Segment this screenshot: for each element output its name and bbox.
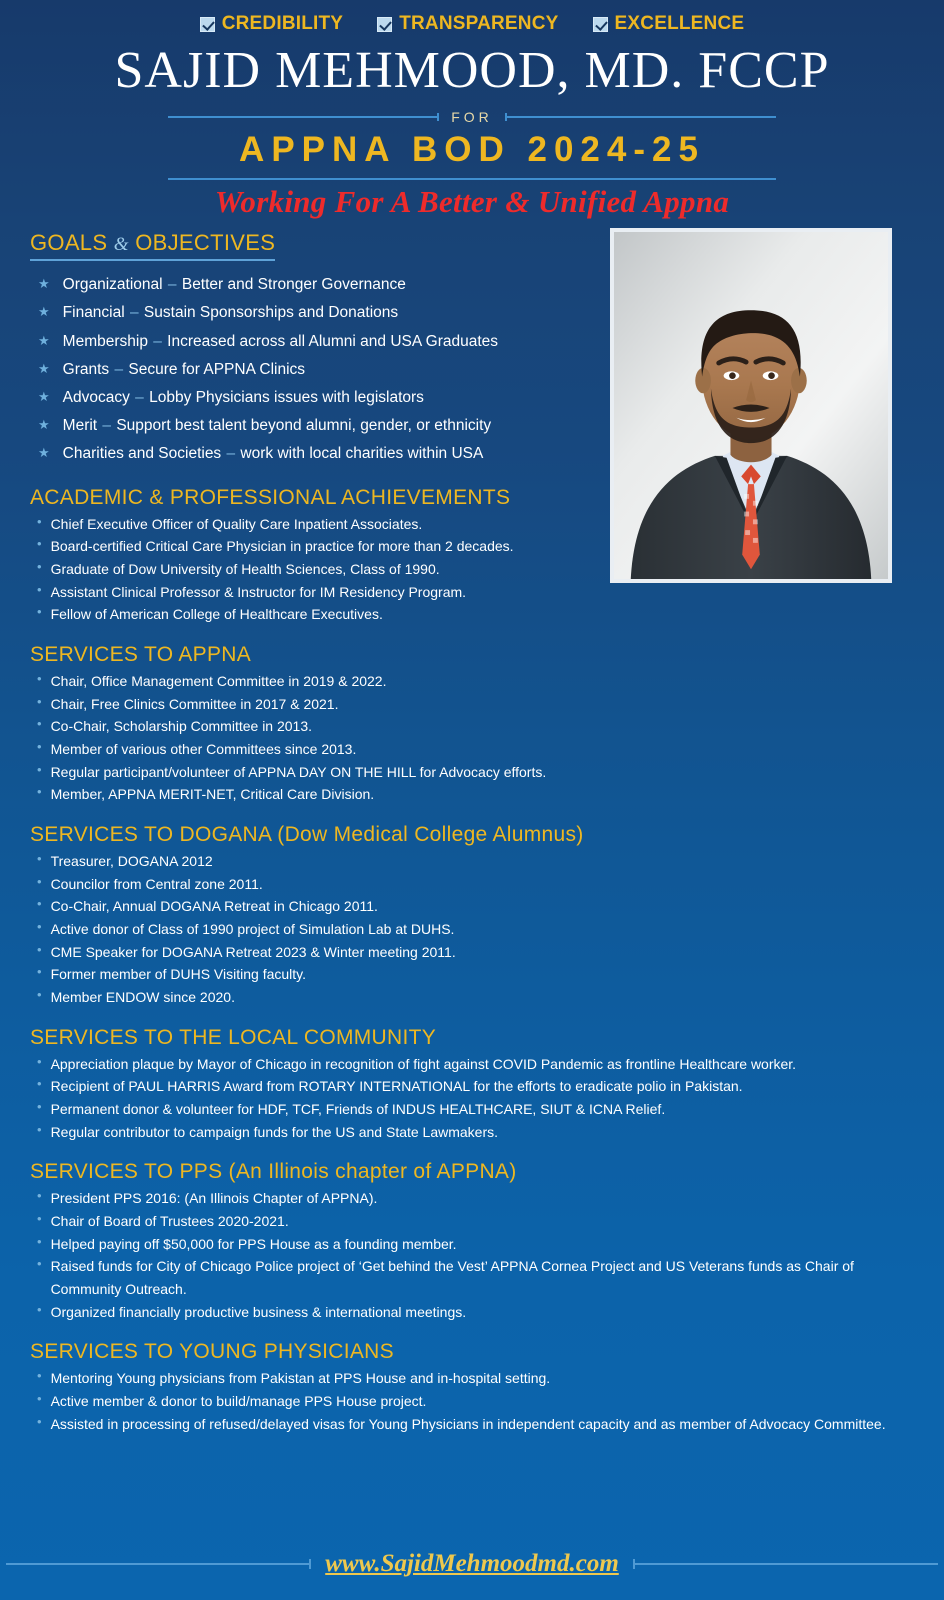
list-item-text: Appreciation plaque by Mayor of Chicago in recognition of fight against COVID Pandemic as frontline Healthcare worker.	[50, 1055, 797, 1072]
goal-description: Support best talent beyond alumni, gender, or ethnicity	[112, 417, 492, 435]
bullet-icon: •	[37, 1233, 42, 1249]
for-label: FOR	[451, 109, 493, 126]
list-item	[30, 1233, 922, 1256]
pillar-credibility	[200, 13, 343, 35]
list-item	[30, 1390, 922, 1413]
section-list	[30, 850, 922, 1009]
goals-title-part2: OBJECTIVES	[135, 230, 276, 256]
goal-text	[63, 328, 498, 356]
goal-dash: –	[135, 388, 144, 406]
footer-divider-left	[6, 1563, 311, 1565]
list-item-text: Raised funds for City of Chicago Police project of ‘Get behind the Vest’ APPNA Cornea Project and US Veterans funds as Chair of Community Outreach.	[50, 1258, 854, 1298]
bullet-icon: •	[37, 1076, 42, 1092]
goal-text	[63, 412, 492, 440]
bullet-icon: •	[37, 1188, 42, 1204]
content-section	[30, 1160, 922, 1323]
goal-dash: –	[130, 304, 139, 322]
goal-text	[63, 299, 398, 327]
section-list	[30, 1053, 922, 1144]
list-item-text: Active member & donor to build/manage PPS House project.	[50, 1393, 427, 1410]
list-item	[30, 1187, 922, 1210]
section-heading: SERVICES TO DOGANA (Dow Medical College Alumnus)	[30, 822, 584, 846]
goal-key: Advocacy	[62, 388, 135, 406]
checkmark-icon	[200, 17, 215, 32]
bullet-icon: •	[37, 513, 42, 529]
bullet-icon: •	[37, 604, 42, 620]
footer	[0, 1550, 944, 1578]
list-item-text: Chair of Board of Trustees 2020-2021.	[50, 1213, 289, 1230]
list-item-text: Co-Chair, Annual DOGANA Retreat in Chicago 2011.	[50, 898, 378, 915]
list-item	[30, 738, 922, 761]
bullet-icon: •	[37, 896, 42, 912]
list-item	[30, 918, 922, 941]
bullet-icon: •	[37, 581, 42, 597]
list-item-text: Former member of DUHS Visiting faculty.	[50, 966, 307, 983]
goal-text	[63, 384, 424, 412]
list-item	[30, 670, 922, 693]
section-list	[30, 1367, 922, 1435]
list-item	[30, 581, 922, 604]
list-item	[30, 1098, 922, 1121]
list-item-text: Councilor from Central zone 2011.	[50, 875, 263, 892]
list-item	[30, 693, 922, 716]
list-item	[30, 1053, 922, 1076]
pillar-transparency	[377, 13, 558, 35]
list-item-text: Chair, Office Management Committee in 2019 & 2022.	[50, 672, 387, 689]
list-item	[30, 1075, 922, 1098]
goal-key: Charities and Societies	[62, 445, 226, 463]
list-item	[30, 715, 922, 738]
list-item	[30, 1301, 922, 1324]
goal-key: Membership	[62, 332, 153, 350]
goal-dash: –	[226, 445, 236, 463]
star-icon: ★	[38, 360, 50, 376]
section-heading: SERVICES TO THE LOCAL COMMUNITY	[30, 1025, 437, 1049]
goal-description: work with local charities within USA	[236, 445, 484, 463]
bullet-icon: •	[37, 941, 42, 957]
content-section	[30, 823, 922, 1009]
pillar-label: TRANSPARENCY	[399, 13, 559, 34]
bullet-icon: •	[37, 1256, 42, 1272]
bullet-icon: •	[37, 716, 42, 732]
list-item-text: Treasurer, DOGANA 2012	[50, 852, 213, 869]
goal-description: Better and Stronger Governance	[177, 276, 406, 294]
goals-heading	[30, 230, 275, 261]
star-icon: ★	[38, 388, 50, 404]
section-list	[30, 1187, 922, 1323]
list-item-text: Regular participant/volunteer of APPNA DAY ON THE HILL for Advocacy efforts.	[50, 763, 547, 780]
bullet-icon: •	[37, 784, 42, 800]
goal-description: Lobby Physicians issues with legislators	[144, 388, 424, 406]
list-item-text: Member, APPNA MERIT-NET, Critical Care Division.	[50, 786, 375, 803]
section-heading: SERVICES TO APPNA	[30, 642, 252, 666]
bullet-icon: •	[37, 693, 42, 709]
list-item-text: President PPS 2016: (An Illinois Chapter of APPNA).	[50, 1190, 378, 1207]
content-section	[30, 1340, 922, 1435]
list-item	[30, 1255, 922, 1300]
header-divider	[168, 178, 776, 180]
list-item-text: Helped paying off $50,000 for PPS House as a founding member.	[50, 1235, 457, 1252]
section-heading: SERVICES TO YOUNG PHYSICIANS	[30, 1340, 394, 1364]
bullet-icon: •	[37, 1099, 42, 1115]
bullet-icon: •	[37, 918, 42, 934]
bullet-icon: •	[37, 536, 42, 552]
candidate-photo	[610, 228, 892, 583]
content-section	[30, 643, 922, 806]
goals-title-part1: GOALS	[30, 230, 108, 256]
goal-description: Increased across all Alumni and USA Graduates	[162, 332, 499, 350]
list-item	[30, 1121, 922, 1144]
section-heading: SERVICES TO PPS (An Illinois chapter of APPNA)	[30, 1160, 517, 1184]
candidate-name: SAJID MEHMOOD, MD. FCCP	[114, 42, 830, 99]
list-item	[30, 1413, 922, 1436]
star-icon: ★	[38, 276, 50, 292]
bullet-icon: •	[37, 850, 42, 866]
list-item	[30, 761, 922, 784]
bullet-icon: •	[37, 1368, 42, 1384]
footer-divider-right	[633, 1563, 938, 1565]
bullet-icon: •	[37, 873, 42, 889]
list-item-text: Graduate of Dow University of Health Sciences, Class of 1990.	[50, 560, 440, 577]
goal-key: Financial	[62, 304, 129, 322]
bullet-icon: •	[37, 1301, 42, 1317]
list-item-text: Permanent donor & volunteer for HDF, TCF, Friends of INDUS HEALTHCARE, SIUT & ICNA Relief.	[50, 1101, 666, 1118]
goal-dash: –	[102, 417, 112, 435]
section-list	[30, 670, 922, 806]
list-item-text: Chief Executive Officer of Quality Care Inpatient Associates.	[50, 515, 423, 532]
star-icon: ★	[38, 332, 50, 348]
divider-line-left	[168, 116, 439, 118]
goal-description: Sustain Sponsorships and Donations	[139, 304, 399, 322]
list-item-text: Co-Chair, Scholarship Committee in 2013.	[50, 718, 313, 735]
list-item	[30, 603, 922, 626]
for-divider	[0, 109, 944, 125]
portrait-illustration	[614, 232, 888, 579]
list-item-text: Organized financially productive business & international meetings.	[50, 1303, 467, 1320]
bullet-icon: •	[37, 670, 42, 686]
list-item	[30, 1367, 922, 1390]
bullet-icon: •	[37, 964, 42, 980]
list-item	[30, 895, 922, 918]
bullet-icon: •	[37, 1121, 42, 1137]
list-item-text: Member of various other Committees since 2013.	[50, 740, 357, 757]
pillars-bar	[0, 0, 944, 35]
goal-text	[63, 440, 484, 468]
list-item-text: Fellow of American College of Healthcare Executives.	[50, 606, 383, 623]
bullet-icon: •	[37, 738, 42, 754]
section-heading: ACADEMIC & PROFESSIONAL ACHIEVEMENTS	[30, 485, 511, 509]
goal-text	[63, 271, 406, 299]
list-item-text: Assisted in processing of refused/delayed visas for Young Physicians in independent capacity and as member of Advocacy Committee.	[50, 1415, 886, 1432]
goals-title-ampersand: &	[113, 234, 129, 256]
goal-dash: –	[167, 276, 177, 294]
star-icon: ★	[38, 445, 50, 461]
checkmark-icon	[593, 17, 608, 32]
pillar-excellence	[593, 13, 745, 35]
bullet-icon: •	[37, 987, 42, 1002]
list-item	[30, 783, 922, 806]
list-item-text: Board-certified Critical Care Physician in practice for more than 2 decades.	[50, 538, 514, 555]
list-item-text: Chair, Free Clinics Committee in 2017 & 2021.	[50, 695, 339, 712]
divider-line-right	[505, 116, 776, 118]
goal-dash: –	[153, 332, 162, 350]
star-icon: ★	[38, 304, 50, 320]
list-item-text: Regular contributor to campaign funds for the US and State Lawmakers.	[50, 1123, 499, 1140]
list-item-text: Member ENDOW since 2020.	[50, 989, 235, 1005]
bullet-icon: •	[37, 1211, 42, 1227]
bullet-icon: •	[37, 1053, 42, 1069]
list-item-text: Mentoring Young physicians from Pakistan at PPS House and in-hospital setting.	[50, 1370, 551, 1387]
goal-key: Grants	[62, 360, 114, 378]
list-item-text: CME Speaker for DOGANA Retreat 2023 & Winter meeting 2011.	[50, 943, 456, 960]
list-item	[30, 850, 922, 873]
list-item-text: Active donor of Class of 1990 project of Simulation Lab at DUHS.	[50, 920, 455, 937]
website-link[interactable]: www.SajidMehmoodmd.com	[325, 1550, 619, 1577]
list-item-text: Assistant Clinical Professor & Instructor for IM Residency Program.	[50, 583, 467, 600]
goal-dash: –	[114, 360, 124, 378]
bullet-icon: •	[37, 1413, 42, 1429]
list-item	[30, 1210, 922, 1233]
pillar-label: EXCELLENCE	[614, 13, 745, 34]
goal-description: Secure for APPNA Clinics	[124, 360, 306, 378]
list-item-text: Recipient of PAUL HARRIS Award from ROTARY INTERNATIONAL for the efforts to eradicate polio in Pakistan.	[50, 1078, 743, 1095]
list-item	[30, 963, 922, 986]
bullet-icon: •	[37, 761, 42, 777]
pillar-label: CREDIBILITY	[221, 13, 344, 34]
goal-text	[63, 356, 305, 384]
sections-host	[30, 486, 922, 1436]
goal-key: Merit	[62, 417, 102, 435]
list-item	[30, 941, 922, 964]
position-title: APPNA BOD 2024-25	[239, 130, 705, 170]
content-section	[30, 1026, 922, 1144]
list-item	[30, 873, 922, 896]
bullet-icon: •	[37, 1391, 42, 1407]
bullet-icon: •	[37, 558, 42, 574]
checkmark-icon	[377, 17, 392, 32]
campaign-tagline: Working For A Better & Unified Appna	[214, 184, 730, 220]
list-item	[30, 986, 922, 1009]
poster-content	[0, 220, 944, 1435]
star-icon: ★	[38, 417, 50, 433]
goal-key: Organizational	[62, 276, 167, 294]
